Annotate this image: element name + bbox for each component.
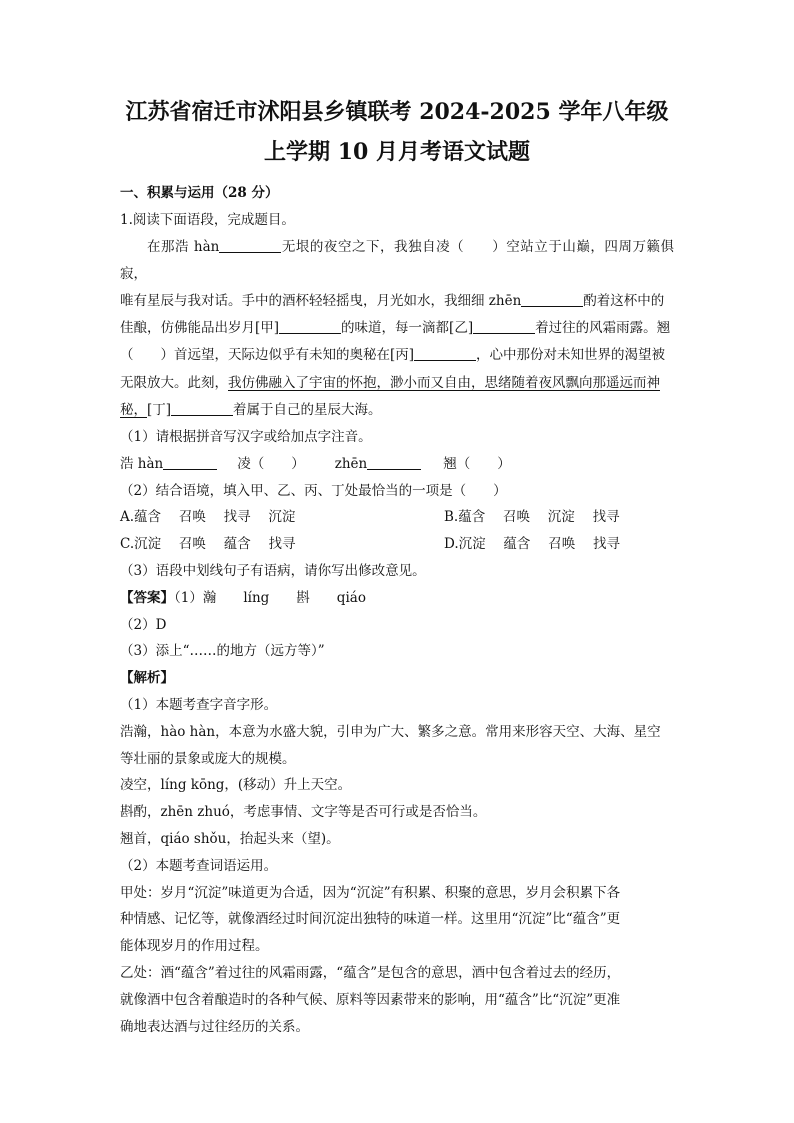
analysis-line: 斟酌，zhēn zhuó，考虑事情、文字等是否可行或是否恰当。: [120, 804, 487, 821]
underlined-sentence: 我仿佛融入了宇宙的怀抱，渺小而又自由，思绪随着夜风飘向那遥远而神: [228, 374, 660, 391]
answer-blank[interactable]: [367, 455, 421, 470]
sub-question-3: （3）语段中划线句子有语病，请你写出修改意见。: [120, 563, 426, 579]
passage-text: 的味道，每一滴都[乙]: [341, 320, 474, 337]
analysis-line: 等壮丽的景象或庞大的规模。: [120, 750, 296, 767]
analysis-body: [120, 692, 674, 1040]
passage-text: （ ）空站立于山巅，四周万籁俱寂，: [120, 238, 675, 282]
answer-3: （3）添上“……的地方（远方等）”: [120, 643, 325, 660]
passage-line-5: [120, 370, 674, 397]
analysis-line: （1）本题考查字音字形。: [120, 696, 278, 713]
analysis-line: 能体现岁月的作用过程。: [120, 938, 269, 955]
passage-line-2: [120, 288, 674, 315]
sub-question-2: （2）结合语境，填入甲、乙、丙、丁处最恰当的一项是（ ）: [120, 482, 507, 499]
fill-blank[interactable]: [219, 238, 281, 253]
sub-question-1: （1）请根据拼音写汉字或给加点字注音。: [120, 429, 372, 446]
fill-label: 翘（ ）: [443, 455, 511, 472]
analysis-line: 翘首，qiáo shǒu，抬起头来（望)。: [120, 830, 340, 847]
passage-line-6: [120, 397, 674, 424]
passage-line-1: [120, 234, 674, 288]
answer-label: 【答案】: [120, 589, 174, 606]
passage-text: [丁]: [147, 401, 172, 418]
options-row-2: [120, 531, 674, 558]
passage-text: 无垠的夜空之下，我独自: [281, 238, 437, 255]
fill-label: 凌（ ）: [237, 455, 305, 472]
passage-line-3: [120, 315, 674, 342]
analysis-line: 乙处：酒“蕴含”着过往的风霜雨露，“蕴含”是包含的意思，酒中包含着过去的经历，: [120, 964, 621, 981]
answer-1: （1）瀚 líng 斟 qiáo: [174, 589, 366, 606]
section-heading: 一、积累与运用（28 分）: [120, 185, 279, 201]
fill-label: 浩 hàn: [120, 455, 164, 472]
analysis-line: 凌空，líng kōng，(移动）升上天空。: [120, 777, 352, 794]
analysis-line: 种情感、记忆等，就像酒经过时间沉淀出独特的味道一样。这里用“沉淀”比“蕴含”更: [120, 911, 621, 928]
passage-text: 在那浩 hàn: [147, 238, 220, 255]
passage-text: 无限放大。此刻，: [120, 374, 228, 391]
passage-text: 酌着这杯中的: [583, 293, 665, 309]
fill-blank-ding[interactable]: [171, 401, 233, 416]
option-b[interactable]: B.蕴含 召唤 沉淀 找寻: [444, 509, 620, 526]
option-c[interactable]: C.沉淀 召唤 蕴含 找寻: [120, 536, 296, 553]
answer-blank[interactable]: [163, 455, 217, 470]
passage-line-4: [120, 342, 674, 369]
analysis-line: 就像酒中包含着酿造时的各种气候、原料等因素带来的影响，用“蕴含”比“沉淀”更准: [120, 991, 621, 1008]
analysis-line: （2）本题考查词语运用。: [120, 857, 278, 874]
options-row-1: [120, 504, 674, 531]
fill-blank[interactable]: [521, 292, 583, 307]
sub-question-1-blanks: [120, 451, 674, 478]
page-title-line-1: 江苏省宿迁市沭阳县乡镇联考 2024-2025 学年八年级: [125, 99, 669, 125]
analysis-line: 确地表达酒与过往经历的关系。: [120, 1018, 309, 1035]
passage-text: 唯有星辰与我对话。手中的酒杯轻轻摇曳，月光如水，我细细 zhēn: [120, 293, 522, 309]
passage-text: ，心中那份对未知世界的渴望被: [476, 347, 666, 364]
fill-blank-bing[interactable]: [414, 346, 476, 361]
passage-text: （ ）首远望，天际边似乎有未知的奥秘在[丙]: [120, 347, 415, 364]
question-1-stem: 1.阅读下面语段，完成题目。: [120, 211, 295, 228]
answer-line-1: [120, 585, 674, 612]
answer-2: （2）D: [120, 616, 167, 633]
fill-label: zhēn: [334, 455, 368, 472]
page-title-line-2: 上学期 10 月月考语文试题: [264, 139, 530, 165]
fill-blank-yi[interactable]: [473, 319, 535, 334]
passage-text: 着属于自己的星辰大海。: [233, 401, 382, 418]
analysis-label: 【解析】: [120, 670, 174, 687]
analysis-line: 浩瀚，hào hàn，本意为水盛大貌，引申为广大、繁多之意。常用来形容天空、大海、星空: [120, 723, 661, 740]
passage-text: 着过往的风霜雨露。翘: [535, 320, 671, 337]
passage-text: 佳酿，仿佛能品出岁月[甲]: [120, 320, 280, 337]
fill-blank-jia[interactable]: [279, 319, 341, 334]
reading-passage: [120, 234, 674, 424]
option-a[interactable]: A.蕴含 召唤 找寻 沉淀: [120, 509, 296, 526]
underlined-sentence: 秘，: [120, 401, 147, 418]
analysis-line: 甲处：岁月“沉淀”味道更为合适，因为“沉淀”有积累、积聚的意思，岁月会积累下各: [120, 884, 621, 901]
dotted-char: 凌: [436, 238, 451, 255]
option-d[interactable]: D.沉淀 蕴含 召唤 找寻: [444, 536, 621, 553]
